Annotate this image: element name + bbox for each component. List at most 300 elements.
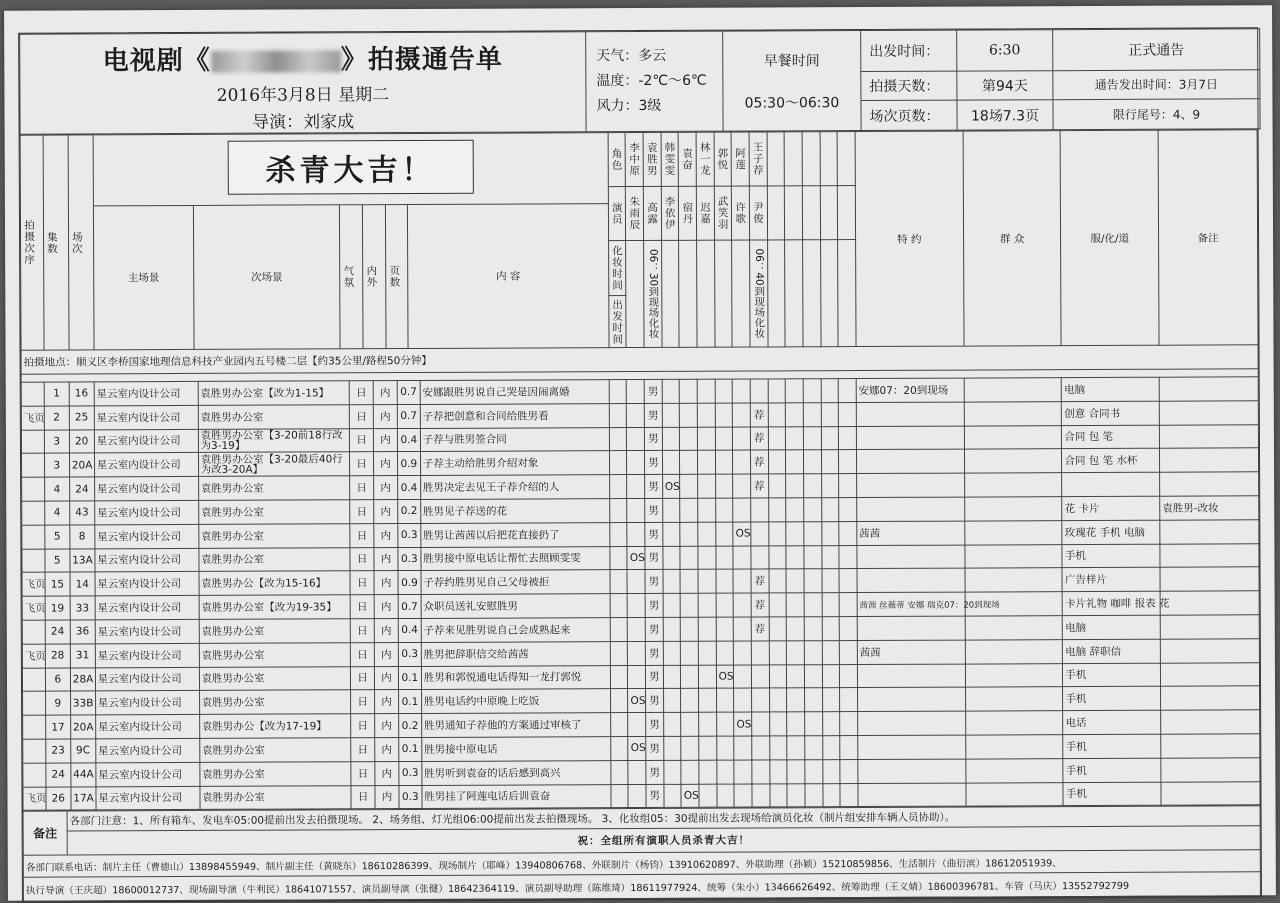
row-label-cell xyxy=(610,713,628,737)
schedule-rows xyxy=(21,377,1260,811)
row-props: 电脑 xyxy=(1063,615,1161,639)
row-extra-3 xyxy=(804,569,822,593)
row-cast-1 xyxy=(627,379,645,403)
row-content: 胜男决定去见王子荐介绍的人 xyxy=(420,475,609,500)
row-cast-8: 荐 xyxy=(750,403,768,427)
row-pages: 0.4 xyxy=(397,428,420,452)
temperature: 温度：-2℃～6℃ xyxy=(596,72,707,90)
row-episode: 2 xyxy=(44,406,69,430)
call-sheet-paper xyxy=(4,5,1276,901)
row-extra-5 xyxy=(839,569,857,593)
row-fly-mark xyxy=(23,715,46,739)
actor-7: 许歌 xyxy=(732,186,750,240)
row-extra-4 xyxy=(822,688,840,712)
row-cast-6 xyxy=(716,617,734,641)
row-episode: 24 xyxy=(45,620,70,644)
row-extra-2 xyxy=(787,783,805,807)
row-extra-5 xyxy=(839,640,857,664)
row-remark xyxy=(1161,686,1260,710)
row-cast-7 xyxy=(732,379,750,403)
row-cast-7 xyxy=(733,546,751,570)
row-cast-3 xyxy=(663,617,681,641)
row-props: 手机 xyxy=(1063,782,1161,806)
row-special xyxy=(857,711,965,735)
row-cast-2: 男 xyxy=(646,736,664,760)
row-extra-2 xyxy=(786,569,804,593)
row-special: 茜茜 丝薇蒂 安娜 瑞克07：20到现场 xyxy=(857,592,965,616)
row-extra-1 xyxy=(769,641,787,665)
row-inout: 内 xyxy=(373,428,397,452)
row-extra-3 xyxy=(804,498,822,522)
row-crowd xyxy=(966,758,1064,782)
row-extra-4 xyxy=(822,712,840,736)
row-sub-set: 袁胜男办公室【3-20前18行改为3-19】 xyxy=(198,428,350,452)
row-cast-5 xyxy=(697,403,715,427)
row-cast-2: 男 xyxy=(644,379,662,403)
actor-8: 尹俊 xyxy=(749,186,767,240)
row-extra-4 xyxy=(822,617,840,641)
row-content: 子荐来见胜男说自己会成熟起来 xyxy=(421,618,610,643)
row-label-cell xyxy=(611,737,629,761)
role-2: 袁胜男 xyxy=(643,132,661,186)
row-props: 手机 xyxy=(1063,758,1161,782)
row-special xyxy=(857,687,965,711)
row-cast-2: 男 xyxy=(645,641,663,665)
plate-limit: 限行尾号：4、9 xyxy=(1053,99,1260,130)
row-extra-5 xyxy=(839,498,857,522)
row-main-set: 星云室内设计公司 xyxy=(94,405,198,429)
row-cast-8 xyxy=(752,736,770,760)
row-cast-8: 荐 xyxy=(751,569,769,593)
row-cast-7 xyxy=(734,617,752,641)
row-fly-mark: 飞页 xyxy=(22,596,45,620)
shoot-location: 拍摄地点：顺义区李桥国家地理信息科技产业园内五号楼二层【约35公里/路程50分钟】 xyxy=(21,345,1258,374)
depart-time: 6:30 xyxy=(957,30,1053,71)
row-mood: 日 xyxy=(351,761,375,785)
row-pages: 0.1 xyxy=(398,690,421,714)
col-main-set: 主场景 xyxy=(94,205,195,349)
row-cast-1 xyxy=(627,498,645,522)
row-cast-3 xyxy=(663,641,681,665)
row-cast-3 xyxy=(663,570,681,594)
row-extra-5 xyxy=(840,783,858,807)
role-3: 韩雯雯 xyxy=(661,132,679,186)
row-extra-3 xyxy=(804,712,822,736)
row-pages: 0.1 xyxy=(399,737,422,761)
row-episode: 5 xyxy=(45,525,70,549)
row-crowd xyxy=(964,378,1062,402)
row-extra-2 xyxy=(786,426,804,450)
row-scene: 9C xyxy=(71,739,96,763)
days-label: 拍摄天数： xyxy=(861,71,957,101)
row-fly-mark: 飞页 xyxy=(22,572,45,596)
row-cast-6 xyxy=(715,403,733,427)
row-label-cell xyxy=(610,594,628,618)
row-props: 手机 xyxy=(1062,544,1160,568)
row-cast-8 xyxy=(752,712,770,736)
row-cast-6 xyxy=(715,522,733,546)
row-label-cell xyxy=(610,570,628,594)
row-cast-1 xyxy=(628,665,646,689)
row-cast-2: 男 xyxy=(646,784,664,808)
row-fly-mark xyxy=(23,739,46,763)
row-cast-7: OS xyxy=(733,522,751,546)
row-sub-set: 袁胜男办公室 xyxy=(198,500,350,524)
row-extra-1 xyxy=(768,426,786,450)
row-extra-4 xyxy=(821,521,839,545)
row-fly-mark: 飞页 xyxy=(22,644,45,668)
row-extra-4 xyxy=(821,545,839,569)
row-extra-5 xyxy=(839,474,857,498)
row-fly-mark xyxy=(22,525,45,549)
actor-5: 迟嘉 xyxy=(696,186,714,240)
row-extra-2 xyxy=(786,498,804,522)
row-pages: 0.1 xyxy=(398,666,421,690)
row-cast-2: 男 xyxy=(646,760,664,784)
row-props: 电脑 xyxy=(1062,377,1160,401)
row-extra-2 xyxy=(786,474,804,498)
row-extra-1 xyxy=(769,688,787,712)
row-cast-5 xyxy=(699,760,717,784)
row-cast-8 xyxy=(751,665,769,689)
row-cast-5 xyxy=(698,641,716,665)
row-label-cell xyxy=(610,499,628,523)
row-cast-1 xyxy=(627,522,645,546)
row-cast-3 xyxy=(663,522,681,546)
row-extra-4 xyxy=(821,402,839,426)
row-sub-set: 袁胜男办公室 xyxy=(199,666,351,690)
row-content: 胜男通知子荐他的方案通过审核了 xyxy=(421,713,610,738)
row-extra-3 xyxy=(803,426,821,450)
makeup-label: 化妆时间 xyxy=(608,241,626,296)
row-cast-3 xyxy=(663,665,681,689)
row-episode: 3 xyxy=(44,430,69,454)
row-mood: 日 xyxy=(350,571,374,595)
redacted-title xyxy=(211,50,341,73)
row-fly-mark xyxy=(22,549,45,573)
row-extra-2 xyxy=(786,450,804,474)
row-content: 胜男见子荐送的花 xyxy=(420,499,609,524)
row-content: 胜男把辞职信交给茜茜 xyxy=(421,641,610,666)
row-cast-8 xyxy=(751,522,769,546)
row-sub-set: 袁胜男办公【改为17-19】 xyxy=(199,714,351,738)
row-main-set: 星云室内设计公司 xyxy=(94,500,198,524)
contacts-line-1: 各部门联系电话：制片主任（曹德山）13898455949、制片副主任（黄晓东）18610286399、现场制片（耶峰）13940806768、外联制片（杨钧）13910620897、外联助理（孙颖）15210859856、生活制片（曲衍滨）18612051939、 xyxy=(23,850,1260,877)
row-special xyxy=(856,449,964,473)
row-cast-6 xyxy=(715,427,733,451)
actor-6: 武笑羽 xyxy=(714,186,732,240)
row-extra-1 xyxy=(768,450,786,474)
role-label: 角色 xyxy=(608,133,626,187)
row-cast-6 xyxy=(715,498,733,522)
row-cast-3 xyxy=(663,593,681,617)
row-pages: 0.3 xyxy=(399,761,422,785)
row-cast-6 xyxy=(716,641,734,665)
title-block xyxy=(20,32,586,134)
row-extra-4 xyxy=(822,759,840,783)
header-table xyxy=(19,28,1260,134)
row-cast-5 xyxy=(698,522,716,546)
row-extra-1 xyxy=(768,545,786,569)
row-episode: 4 xyxy=(45,501,70,525)
col-inout: 内外 xyxy=(363,205,387,349)
row-cast-8: 荐 xyxy=(750,427,768,451)
row-special xyxy=(857,568,965,592)
row-cast-7 xyxy=(734,641,752,665)
row-cast-7 xyxy=(733,450,751,474)
row-extra-3 xyxy=(804,640,822,664)
row-main-set: 星云室内设计公司 xyxy=(95,643,199,667)
row-scene: 8 xyxy=(70,525,95,549)
row-extra-4 xyxy=(822,664,840,688)
row-mood: 日 xyxy=(350,523,374,547)
row-content: 子荐把创意和合同给胜男看 xyxy=(420,403,609,428)
row-fly-mark: 飞页 xyxy=(21,406,44,430)
weather: 天气：多云 xyxy=(596,47,667,65)
row-cast-4 xyxy=(681,712,699,736)
col-content: 内 容 xyxy=(408,204,609,348)
row-scene: 20 xyxy=(69,429,94,453)
row-cast-2: 男 xyxy=(645,498,663,522)
row-cast-4: OS xyxy=(681,784,699,808)
actor-1: 朱雨辰 xyxy=(626,186,644,240)
row-content: 子荐主动给胜男介绍对象 xyxy=(420,451,609,476)
row-extra-1 xyxy=(768,498,786,522)
row-sub-set: 袁胜男办公室【改为1-15】 xyxy=(198,381,350,405)
row-extra-1 xyxy=(769,617,787,641)
row-pages: 0.7 xyxy=(397,380,420,404)
row-crowd xyxy=(965,639,1063,663)
row-extra-2 xyxy=(787,664,805,688)
row-label-cell xyxy=(610,665,628,689)
row-inout: 内 xyxy=(375,738,399,762)
row-inout: 内 xyxy=(374,619,398,643)
row-pages: 0.9 xyxy=(398,571,421,595)
role-4: 袁奋 xyxy=(678,132,696,186)
row-mood: 日 xyxy=(351,785,375,809)
row-scene: 16 xyxy=(69,382,94,406)
row-cast-5 xyxy=(699,689,717,713)
row-cast-2: 男 xyxy=(645,451,663,475)
row-extra-4 xyxy=(822,593,840,617)
row-remark xyxy=(1160,448,1259,472)
row-cast-8: 荐 xyxy=(751,593,769,617)
row-mood: 日 xyxy=(351,666,375,690)
row-fly-mark xyxy=(22,501,45,525)
row-cast-1: OS xyxy=(628,736,646,760)
row-remark xyxy=(1160,543,1259,567)
row-cast-5 xyxy=(698,593,716,617)
footer-notes: 各部门注意：1、所有箱车、发电车05:00提前出发去拍摄现场。 2、场务组、灯光组06:00提前出发去拍摄现场。 3、化妆组05：30提前出发去现场给演员化妆（制片组安排车辆人员协助）。 xyxy=(67,806,1260,831)
actor-2: 高露 xyxy=(643,186,661,240)
row-main-set: 星云室内设计公司 xyxy=(94,429,198,453)
row-remark xyxy=(1160,662,1259,686)
row-cast-4 xyxy=(681,641,699,665)
row-cast-2: 男 xyxy=(645,617,663,641)
row-episode: 6 xyxy=(45,668,70,692)
row-crowd xyxy=(966,735,1064,759)
row-extra-5 xyxy=(839,426,857,450)
row-scene: 17A xyxy=(71,786,96,810)
row-extra-3 xyxy=(804,664,822,688)
row-special xyxy=(857,664,965,688)
schedule-table xyxy=(20,129,1261,811)
col-special: 特 约 xyxy=(855,131,964,346)
row-extra-4 xyxy=(821,450,839,474)
row-extra-1 xyxy=(769,760,787,784)
row-extra-3 xyxy=(803,403,821,427)
row-crowd xyxy=(964,449,1062,473)
row-extra-1 xyxy=(768,522,786,546)
row-cast-2: 男 xyxy=(645,546,663,570)
row-label-cell xyxy=(611,760,629,784)
row-content: 子荐约胜男见自己父母被拒 xyxy=(421,570,610,595)
row-props: 花 卡片 xyxy=(1062,496,1160,520)
row-props: 玫瑰花 手机 电脑 xyxy=(1062,520,1160,544)
row-extra-3 xyxy=(803,450,821,474)
notice-type: 正式通告 xyxy=(1053,29,1260,70)
row-props: 电脑 辞职信 xyxy=(1063,639,1161,663)
contacts-line-2: 执行导演（王庆超）18600012737、现场副导演（牛利民）18641071557、演员副导演（张健）18642364119、演员副导助理（陈维琦）18611977924、统筹（朱小）13466626492、统筹助理（王义婧）18600396781、车管（马庆）13552792799 xyxy=(23,872,1260,901)
row-scene: 25 xyxy=(69,406,94,430)
row-extra-3 xyxy=(803,474,821,498)
row-mood: 日 xyxy=(350,595,374,619)
row-cast-1 xyxy=(627,403,645,427)
row-cast-1: OS xyxy=(628,689,646,713)
row-fly-mark xyxy=(22,477,45,501)
row-crowd xyxy=(964,425,1062,449)
row-episode: 23 xyxy=(46,739,71,763)
row-label-cell xyxy=(609,403,627,427)
row-label-cell xyxy=(610,689,628,713)
row-props: 电话 xyxy=(1063,710,1161,734)
row-cast-3 xyxy=(664,760,682,784)
row-extra-3 xyxy=(804,521,822,545)
row-cast-6 xyxy=(716,546,734,570)
row-extra-3 xyxy=(804,545,822,569)
breakfast-block xyxy=(723,31,861,132)
row-cast-5 xyxy=(699,784,717,808)
row-main-set: 星云室内设计公司 xyxy=(95,596,199,620)
row-props: 手机 xyxy=(1063,734,1161,758)
row-extra-2 xyxy=(787,641,805,665)
row-cast-1 xyxy=(628,594,646,618)
row-inout: 内 xyxy=(375,785,399,809)
row-inout: 内 xyxy=(374,452,398,476)
row-crowd xyxy=(964,401,1062,425)
row-crowd xyxy=(965,663,1063,687)
column-header-left xyxy=(93,133,609,350)
row-pages: 0.4 xyxy=(398,476,421,500)
row-special: 茜茜 xyxy=(857,640,965,664)
row-cast-6 xyxy=(715,379,733,403)
row-cast-7 xyxy=(733,593,751,617)
row-fly-mark: 飞页 xyxy=(23,787,46,811)
row-mood: 日 xyxy=(350,428,374,452)
row-inout: 内 xyxy=(374,666,398,690)
row-cast-5 xyxy=(697,379,715,403)
col-scene: 场次 xyxy=(68,135,94,350)
row-cast-1 xyxy=(628,784,646,808)
row-episode: 3 xyxy=(44,453,69,477)
row-cast-6 xyxy=(716,736,734,760)
row-cast-3 xyxy=(663,736,681,760)
row-main-set: 星云室内设计公司 xyxy=(95,667,199,691)
row-cast-7 xyxy=(733,498,751,522)
row-extra-2 xyxy=(786,403,804,427)
row-special xyxy=(856,473,964,497)
depart-time-label: 出发时间 xyxy=(609,296,627,348)
row-inout: 内 xyxy=(375,690,399,714)
row-extra-5 xyxy=(840,664,858,688)
row-cast-4 xyxy=(681,760,699,784)
row-cast-8 xyxy=(750,379,768,403)
row-remark xyxy=(1161,710,1260,734)
row-crowd xyxy=(965,568,1063,592)
row-cast-7 xyxy=(734,736,752,760)
row-cast-6 xyxy=(717,784,735,808)
row-cast-2: 男 xyxy=(646,689,664,713)
row-extra-4 xyxy=(822,569,840,593)
row-remark xyxy=(1160,639,1259,663)
row-cast-4 xyxy=(680,546,698,570)
row-props: 合同 包 笔 xyxy=(1062,425,1160,449)
row-crowd xyxy=(964,473,1062,497)
row-cast-4 xyxy=(680,498,698,522)
row-scene: 43 xyxy=(69,501,94,525)
row-cast-7 xyxy=(733,569,751,593)
row-scene: 28A xyxy=(70,667,95,691)
row-mood: 日 xyxy=(349,381,373,405)
row-mood: 日 xyxy=(350,619,374,643)
row-cast-5 xyxy=(698,665,716,689)
row-scene: 36 xyxy=(70,620,95,644)
row-extra-5 xyxy=(839,593,857,617)
row-fly-mark xyxy=(21,453,44,477)
row-extra-2 xyxy=(787,736,805,760)
row-cast-4 xyxy=(680,379,698,403)
col-pages: 页数 xyxy=(386,205,409,349)
row-inout: 内 xyxy=(375,761,399,785)
row-special xyxy=(856,402,964,426)
row-cast-1 xyxy=(627,570,645,594)
row-extra-4 xyxy=(821,379,839,403)
row-episode: 24 xyxy=(46,763,71,787)
row-content: 子荐与胜男签合同 xyxy=(420,427,609,452)
row-extra-2 xyxy=(787,688,805,712)
row-mood: 日 xyxy=(350,642,374,666)
row-sub-set: 袁胜男办公室 xyxy=(198,476,350,500)
row-cast-2: 男 xyxy=(645,475,663,499)
col-episode: 集数 xyxy=(43,135,69,350)
row-pages: 0.3 xyxy=(398,547,421,571)
row-extra-3 xyxy=(805,759,823,783)
row-label-cell xyxy=(610,546,628,570)
row-label-cell xyxy=(611,784,629,808)
row-cast-6 xyxy=(716,569,734,593)
row-episode: 9 xyxy=(45,691,70,715)
row-episode: 4 xyxy=(44,477,69,501)
row-extra-2 xyxy=(787,712,805,736)
row-inout: 内 xyxy=(374,547,398,571)
row-content: 胜男挂了阿莲电话后训袁奋 xyxy=(422,784,611,809)
row-cast-6 xyxy=(716,688,734,712)
row-scene: 44A xyxy=(71,763,96,787)
row-cast-7 xyxy=(734,784,752,808)
row-special: 茜茜 xyxy=(857,521,965,545)
row-cast-8: 荐 xyxy=(751,617,769,641)
kill-banner: 杀青大吉！ xyxy=(227,140,473,195)
